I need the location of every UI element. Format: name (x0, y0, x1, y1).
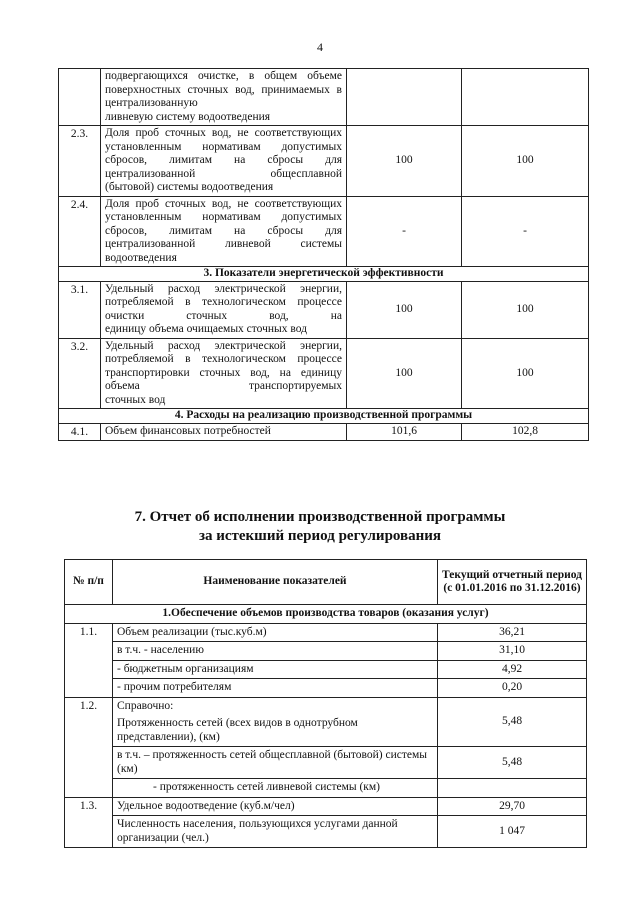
indicator-value: 0,20 (438, 679, 587, 698)
table-row (65, 779, 587, 798)
description-line: потребляемой в технологическом (105, 296, 286, 308)
indicator-value: 5,48 (438, 697, 587, 747)
table-row (59, 126, 589, 197)
indicator-description (101, 126, 347, 197)
header-period: Текущий отчетный период (с 01.01.2016 по 31.12.2016) (438, 560, 587, 605)
value-actual: 100 (462, 126, 589, 197)
row-number: 2.3. (59, 126, 101, 197)
indicator-description (101, 338, 347, 409)
indicator-description (101, 281, 347, 338)
value-actual (462, 69, 589, 126)
description-line: лимитам на сбросы для (169, 154, 342, 166)
header-name: Наименование показателей (113, 560, 438, 605)
section-row (65, 605, 587, 624)
indicator-name: - протяженность сетей ливневой системы (км) (113, 779, 438, 798)
description-line: лимитам на сбросы для (169, 224, 342, 237)
table-row (65, 816, 587, 848)
indicator-name: Протяженность сетей (всех видов в однотрубном представлении), (км) (113, 715, 438, 747)
description-line: подвергающихся очистке, в общем (105, 70, 298, 82)
table-row (59, 423, 589, 441)
description-line: Доля проб сточных вод, не (105, 197, 249, 210)
indicator-value: 29,70 (438, 797, 587, 816)
value-plan: 100 (347, 281, 462, 338)
indicator-name: - прочим потребителям (113, 679, 438, 698)
section-heading-line1: 7. Отчет об исполнении производственной программы (134, 509, 506, 525)
table-row (65, 697, 587, 715)
table-row (65, 679, 587, 698)
description-line: водоотведения (105, 251, 177, 264)
description-line: ливневую систему водоотведения (105, 110, 271, 123)
indicator-name: - бюджетным организациям (113, 660, 438, 679)
indicator-name: Объем реализации (тыс.куб.м) (113, 623, 438, 642)
description-line: на единицу объема транспортируемых (105, 366, 342, 392)
page-number: 4 (317, 40, 323, 54)
indicator-value: 4,92 (438, 660, 587, 679)
table-row (65, 642, 587, 661)
row-number (59, 69, 101, 126)
description-line: объеме поверхностных сточных вод, (105, 70, 342, 96)
indicator-description: Объем финансовых потребностей (101, 423, 347, 441)
value-actual: - (462, 196, 589, 267)
description-line: процессе транспортировки сточных вод, (105, 353, 343, 379)
indicator-value (438, 779, 587, 798)
table-row (65, 747, 587, 779)
value-actual: 100 (462, 338, 589, 409)
table-header-row (65, 560, 587, 605)
row-number: 2.4. (59, 196, 101, 267)
description-line: централизованной общесплавной (105, 167, 342, 180)
row-number: 1.1. (65, 623, 113, 697)
indicator-name: Удельное водоотведение (куб.м/чел) (113, 797, 438, 816)
row-number: 4.1. (59, 423, 101, 441)
description-line: (бытовой) системы водоотведения (105, 181, 274, 193)
description-line: соответствующих установленным (105, 127, 343, 153)
indicator-description (101, 69, 347, 126)
indicators-table-continued (58, 68, 589, 441)
indicator-name: в т.ч. - населению (113, 642, 438, 661)
section-1-title: 1.Обеспечение объемов производства товаров (оказания услуг) (65, 605, 587, 624)
description-line: принимаемых в централизованную (105, 83, 342, 109)
description-line: нормативам допустимых сбросов, (105, 140, 342, 166)
description-line: единицу объема очищаемых сточных вод (105, 323, 308, 335)
value-plan: 101,6 (347, 423, 462, 441)
indicator-name: Справочно: (113, 697, 438, 715)
table-row (59, 196, 589, 267)
indicator-value: 36,21 (438, 623, 587, 642)
table-row (59, 69, 589, 126)
table-row (59, 338, 589, 409)
description-line: нормативам допустимых сбросов, (105, 211, 342, 237)
value-actual: 100 (462, 281, 589, 338)
description-line: соответствующих установленным (105, 197, 343, 223)
description-line: сточных вод (105, 393, 166, 406)
indicator-value: 31,10 (438, 642, 587, 661)
table-row (65, 623, 587, 642)
description-line: Удельный расход электрической энергии, (105, 282, 342, 295)
indicator-value: 1 047 (438, 816, 587, 848)
indicator-name: в т.ч. – протяженность сетей общесплавной (бытовой) системы (км) (113, 747, 438, 779)
description-line: Доля проб сточных вод, не (105, 127, 249, 139)
value-plan (347, 69, 462, 126)
section-row (59, 267, 589, 282)
row-number: 1.3. (65, 797, 113, 848)
indicator-name: Численность населения, пользующихся услугами данной организации (чел.) (113, 816, 438, 848)
table-row (65, 797, 587, 816)
table-row (59, 281, 589, 338)
section-row (59, 409, 589, 424)
table-row (65, 660, 587, 679)
value-plan: 100 (347, 126, 462, 197)
section-title: 4. Расходы на реализацию производственной программы (59, 409, 589, 424)
value-plan: 100 (347, 338, 462, 409)
description-line: централизованной ливневой системы (105, 238, 342, 250)
row-number: 3.2. (59, 338, 101, 409)
report-table (64, 559, 587, 848)
description-line: процессе очистки сточных вод, на (105, 296, 343, 322)
value-plan: - (347, 196, 462, 267)
indicator-value: 5,48 (438, 747, 587, 779)
section-heading-line2: за истекший период регулирования (198, 528, 442, 544)
section-title: 3. Показатели энергетической эффективности (59, 267, 589, 282)
indicator-description (101, 196, 347, 267)
row-number: 3.1. (59, 281, 101, 338)
value-actual: 102,8 (462, 423, 589, 441)
header-num: № п/п (65, 560, 113, 605)
description-line: потребляемой в технологическом (105, 353, 286, 365)
description-line: Удельный расход электрической энергии, (105, 339, 342, 352)
row-number: 1.2. (65, 697, 113, 797)
